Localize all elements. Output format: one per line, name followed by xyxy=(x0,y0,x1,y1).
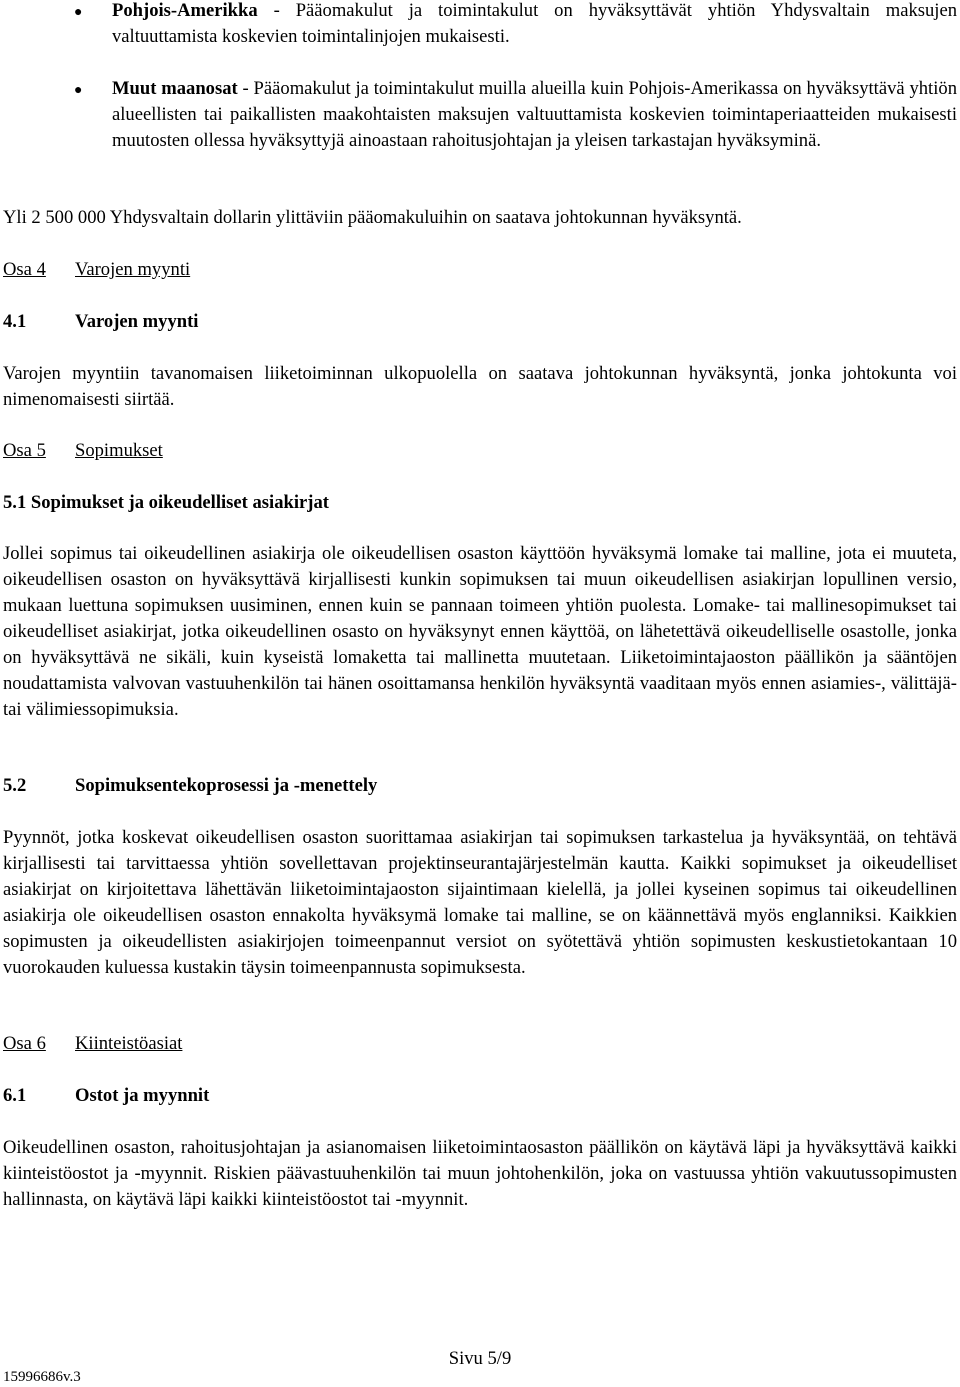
page-number: Sivu 5/9 xyxy=(448,1348,512,1369)
bullet-text: - Pääomakulut ja toimintakulut on hyväksyttävät yhtiön Yhdysvaltain maksujen valtuuttamista koskevien toimintalinjojen mukaisesti. xyxy=(112,0,957,47)
section-6-1-paragraph: Oikeudellinen osaston, rahoitusjohtajan ja asianomaisen liiketoimintaosaston päällikön on käytävä läpi ja hyväksyttävä kaikki kiinteistöostot ja -myynnit. Riskien päävastuuhenkilön tai muun johtohenkilön, joka on vastuussa yhtiön vakuutussopimusten hallinnasta, on käytävä läpi kaikki kiinteistöostot tai -myynnit. xyxy=(3,1137,957,1210)
bullet-term: Pohjois-Amerikka xyxy=(112,0,258,21)
part-title: Varojen myynti xyxy=(75,259,191,280)
part-title: Sopimukset xyxy=(75,440,163,461)
part-number: Osa 4 xyxy=(3,259,46,280)
part-6-heading xyxy=(3,1031,182,1057)
bullet-icon: ● xyxy=(74,83,83,98)
section-5-1-paragraph: Jollei sopimus tai oikeudellinen asiakirja ole oikeudellisen osaston käyttöön hyväksymä lomake tai malline, jota ei muuteta, oikeudellisen osaston on hyväksyttävä kirjallisesti kunkin sopimuksen tai muun oikeudellisen asiakirjan lopullinen versio, mukaan luettuna sopimuksen uusiminen, ennen kuin se pannaan toimeen yhtiön puolesta. Lomake- tai mallinesopimukset tai oikeudelliset asiakirjat, jotka oikeudellinen osasto on hyväksynyt ennen käyttöä, on lähetettävä oikeudelliselle osastolle, jonka on hyväksyttävä ne sikäli, kuin kyseistä lomaketta tai mallinetta muutetaan. Liiketoimintajaoston päällikön ja sääntöjen noudattamista valvovan vastuuhenkilön tai hänen osoittamansa henkilön hyväksyntä vaaditaan myös ennen asiamies-, välittäjä- tai välimiessopimuksia. xyxy=(3,543,957,720)
part-number: Osa 5 xyxy=(3,440,46,461)
part-4-heading xyxy=(3,257,190,283)
part-number: Osa 6 xyxy=(3,1033,46,1054)
section-6-1-heading xyxy=(3,1083,209,1109)
section-5-2-paragraph: Pyynnöt, jotka koskevat oikeudellisen osaston suorittamaa asiakirjan tai sopimuksen tarkastelua ja hyväksyntää, on tehtävä kirjallisesti tai tarvittaessa yhtiön sovellettavan projektinseurantajärjestelmän kautta. Kaikki sopimukset ja oikeudelliset asiakirjat on kirjoitettava lähettävän liiketoimintajaoston sijaintimaan kielellä, ja jollei kyseinen sopimus tai oikeudellinen asiakirja ole oikeudellisen osaston ennakolta hyväksymä lomake tai malline, se on käännettävä myös englanniksi. Kaikkien sopimusten ja oikeudellisten asiakirjojen toimeenpannut versiot on syötettävä yhtiön sopimusten keskustietokantaan 10 vuorokauden kuluessa kustakin täysin toimeenpannusta sopimuksesta. xyxy=(3,827,957,978)
bullet-text: - Pääomakulut ja toimintakulut muilla alueilla kuin Pohjois-Amerikassa on hyväksyttävä yhtiön alueellisten tai paikallisten maakohtaisten maksujen valtuuttamista koskevien toimintaperiaatteiden mukaisesti muutosten ollessa hyväksyttyjä ainoastaan rahoitusjohtajan ja yleisen tarkastajan hyväksyminä. xyxy=(112,78,957,151)
document-id: 15996686v.3 xyxy=(3,1369,81,1385)
section-number: 5.2 xyxy=(3,775,27,796)
section-5-2-heading xyxy=(3,773,377,799)
section-number: 6.1 xyxy=(3,1085,27,1106)
section-4-1-heading xyxy=(3,309,198,335)
section-title: Varojen myynti xyxy=(75,311,199,332)
bullet-term: Muut maanosat xyxy=(112,78,238,99)
bullet-item-north-america xyxy=(112,0,957,50)
section-title: Ostot ja myynnit xyxy=(75,1085,210,1106)
bullet-item-other-continents xyxy=(112,76,957,154)
section-number: 4.1 xyxy=(3,311,27,332)
approval-note: Yli 2 500 000 Yhdysvaltain dollarin ylittäviin pääomakuluihin on saatava johtokunnan hyväksyntä. xyxy=(3,207,742,228)
bullet-icon: ● xyxy=(74,5,83,20)
section-4-1-paragraph: Varojen myyntiin tavanomaisen liiketoiminnan ulkopuolella on saatava johtokunnan hyväksyntä, jonka johtokunta voi nimenomaisesti siirtää. xyxy=(3,363,957,410)
section-5-1-heading: 5.1 Sopimukset ja oikeudelliset asiakirjat xyxy=(3,492,329,513)
section-title: Sopimuksentekoprosessi ja -menettely xyxy=(75,775,378,796)
part-title: Kiinteistöasiat xyxy=(75,1033,183,1054)
part-5-heading xyxy=(3,438,163,464)
